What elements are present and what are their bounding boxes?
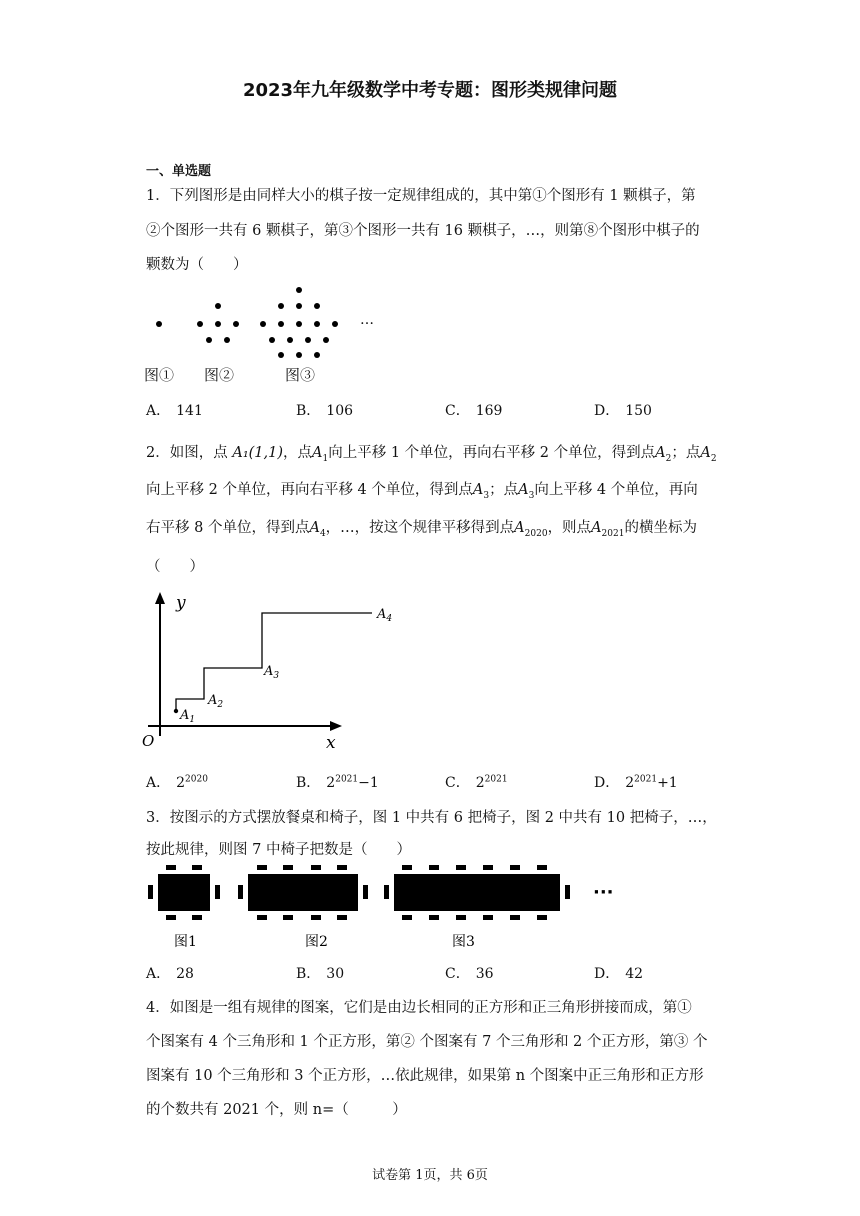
a2-label: $A_2$ <box>208 693 224 710</box>
chess-piece <box>296 303 302 309</box>
chess-piece <box>224 337 230 343</box>
q1-ellipsis: … <box>360 312 374 328</box>
y-axis-label: y <box>176 593 186 613</box>
chess-piece <box>206 337 212 343</box>
q1-caption-1: 图① <box>144 366 175 384</box>
table-2 <box>248 874 358 911</box>
chess-piece <box>156 321 162 327</box>
q3-option-c[interactable]: C． 36 <box>445 966 494 982</box>
chess-piece <box>314 352 320 358</box>
table-1 <box>158 874 210 911</box>
origin-label: O <box>142 732 155 750</box>
a4-label: $A_4$ <box>377 607 393 624</box>
step-path <box>176 613 372 710</box>
q3-figure <box>140 862 640 952</box>
q3-option-a[interactable]: A． 28 <box>146 966 194 982</box>
q1-option-a[interactable]: A． 141 <box>146 403 203 419</box>
section-heading: 一、单选题 <box>146 164 212 179</box>
q2-option-b[interactable]: B． $2^{2021}-1$ <box>296 774 379 791</box>
q2-option-d[interactable]: D． $2^{2021}+1$ <box>594 774 678 791</box>
chess-piece <box>233 321 239 327</box>
chess-piece <box>314 303 320 309</box>
chess-piece <box>296 352 302 358</box>
page-title: 2023年九年级数学中考专题：图形类规律问题 <box>242 80 618 101</box>
chess-piece <box>296 287 302 293</box>
q3-caption-2: 图2 <box>305 934 328 950</box>
q1-caption-3: 图③ <box>285 366 316 384</box>
q1-option-d[interactable]: D． 150 <box>594 403 652 419</box>
q3-caption-1: 图1 <box>174 934 197 950</box>
q3-option-b[interactable]: B． 30 <box>296 966 345 982</box>
q4-text-line-4: 的个数共有 2021 个，则 n=（ ） <box>146 1102 407 1118</box>
y-axis-arrow <box>155 592 165 604</box>
chess-piece <box>269 337 275 343</box>
chess-piece <box>332 321 338 327</box>
q2-option-a[interactable]: A． $2^{2020}$ <box>146 774 208 791</box>
q1-option-c[interactable]: C． 169 <box>445 403 503 419</box>
page-footer: 试卷第 1页，共 6页 <box>372 1168 488 1183</box>
q1-text-line-2: ②个图形一共有 6 颗棋子，第③个图形一共有 16 颗棋子，…，则第⑧个图形中棋子的 <box>146 223 700 239</box>
q1-text-line-3: 颗数为（ ） <box>146 257 248 273</box>
chess-piece <box>323 337 329 343</box>
chess-piece <box>215 321 221 327</box>
q2-coordinate-graph <box>140 588 410 753</box>
a3-label: $A_3$ <box>264 664 280 681</box>
chess-piece <box>278 303 284 309</box>
q3-text-line-2: 按此规律，则图 7 中椅子把数是（ ） <box>146 842 411 858</box>
chess-piece <box>260 321 266 327</box>
table-3 <box>394 874 560 911</box>
chess-piece <box>278 352 284 358</box>
q2-text-line-2: 向上平移 2 个单位，再向右平移 4 个单位，得到点$A_3$；点$A_3$向上平移 4 个单位，再向 <box>146 482 698 501</box>
a1-label: $A_1$ <box>180 708 196 725</box>
q3-text-line-1: 3．按图示的方式摆放餐桌和椅子，图 1 中共有 6 把椅子，图 2 中共有 10 把椅子，…， <box>146 810 717 826</box>
chess-piece <box>287 337 293 343</box>
q1-text-line-1: 1．下列图形是由同样大小的棋子按一定规律组成的，其中第①个图形有 1 颗棋子，第 <box>146 188 696 204</box>
q4-text-line-3: 图案有 10 个三角形和 3 个正方形，…依此规律，如果第 n 个图案中正三角形和正方形 <box>146 1068 704 1084</box>
x-axis-arrow <box>330 721 342 731</box>
point-a1 <box>174 709 178 713</box>
q3-caption-3: 图3 <box>452 934 475 950</box>
q3-option-d[interactable]: D． 42 <box>594 966 644 982</box>
q2-option-c[interactable]: C． $2^{2021}$ <box>445 774 508 791</box>
x-axis-label: x <box>326 733 336 753</box>
chess-piece <box>197 321 203 327</box>
chess-piece <box>296 321 302 327</box>
chess-piece <box>278 321 284 327</box>
chess-piece <box>215 303 221 309</box>
q1-caption-2: 图② <box>204 366 235 384</box>
q4-text-line-1: 4．如图是一组有规律的图案，它们是由边长相同的正方形和正三角形拼接而成，第① <box>146 1000 692 1016</box>
q1-figure <box>140 282 400 387</box>
q3-ellipsis: ··· <box>593 882 614 903</box>
q2-text-line-4: （ ） <box>146 559 204 575</box>
q4-text-line-2: 个图案有 4 个三角形和 1 个正方形，第② 个图案有 7 个三角形和 2 个正方形，第③ 个 <box>146 1034 708 1050</box>
chess-piece <box>305 337 311 343</box>
q2-text-line-3: 右平移 8 个单位，得到点$A_4$，…，按这个规律平移得到点$A_{2020}$，则点$A_{2021}$的横坐标为 <box>146 520 697 539</box>
chess-piece <box>314 321 320 327</box>
q2-text-line-1: 2．如图，点 A₁(1,1)，点$A_1$向上平移 1 个单位，再向右平移 2 个单位，得到点$A_2$；点$A_2$ <box>146 445 717 464</box>
q1-option-b[interactable]: B． 106 <box>296 403 354 419</box>
